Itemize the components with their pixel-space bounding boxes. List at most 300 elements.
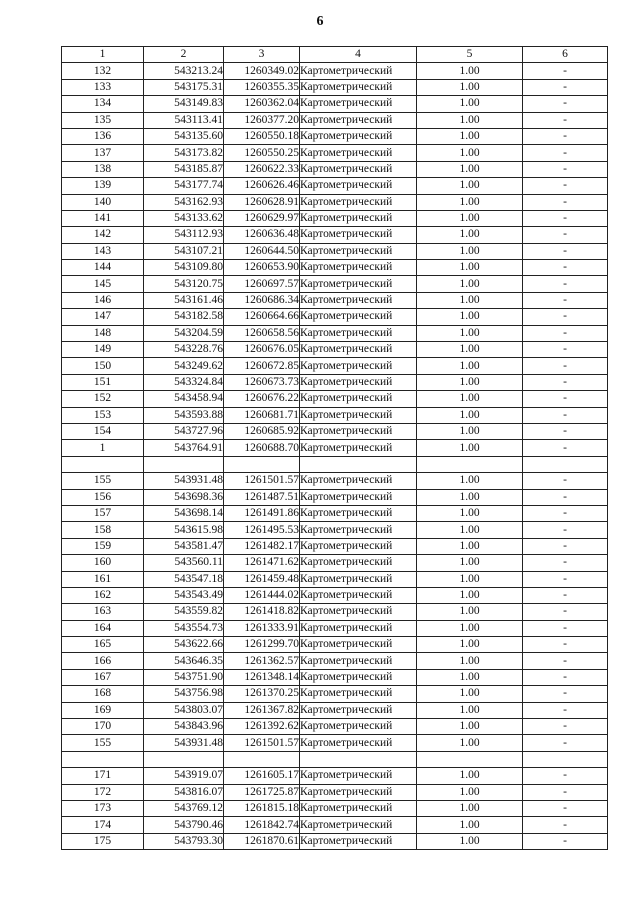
- note-cell: -: [523, 243, 608, 259]
- accuracy-cell: 1.00: [417, 309, 523, 325]
- x-coordinate-cell: 543149.83: [144, 96, 224, 112]
- table-row: [62, 473, 608, 489]
- method-cell: Картометрический: [300, 768, 417, 784]
- method-cell: Картометрический: [300, 145, 417, 161]
- method-cell: Картометрический: [300, 325, 417, 341]
- x-coordinate-cell: 543931.48: [144, 735, 224, 751]
- note-cell: -: [523, 784, 608, 800]
- note-cell: -: [523, 374, 608, 390]
- table-row: [62, 407, 608, 423]
- accuracy-cell: 1.00: [417, 325, 523, 341]
- point-number-cell: 148: [62, 325, 144, 341]
- point-number-cell: 149: [62, 342, 144, 358]
- point-number-cell: 167: [62, 669, 144, 685]
- point-number-cell: 147: [62, 309, 144, 325]
- note-cell: -: [523, 63, 608, 79]
- x-coordinate-cell: 543175.31: [144, 79, 224, 95]
- method-cell: Картометрический: [300, 686, 417, 702]
- method-cell: Картометрический: [300, 309, 417, 325]
- table-row: [62, 309, 608, 325]
- y-coordinate-cell: 1261418.82: [224, 604, 300, 620]
- table-row: [62, 63, 608, 79]
- y-coordinate-cell: 1260355.35: [224, 79, 300, 95]
- accuracy-cell: 1.00: [417, 63, 523, 79]
- method-cell: Картометрический: [300, 423, 417, 439]
- x-coordinate-cell: 543185.87: [144, 161, 224, 177]
- x-coordinate-cell: 543182.58: [144, 309, 224, 325]
- y-coordinate-cell: 1261842.74: [224, 817, 300, 833]
- point-number-cell: 158: [62, 522, 144, 538]
- method-cell: Картометрический: [300, 243, 417, 259]
- note-cell: [523, 751, 608, 767]
- x-coordinate-cell: 543769.12: [144, 800, 224, 816]
- point-number-cell: 132: [62, 63, 144, 79]
- x-coordinate-cell: 543931.48: [144, 473, 224, 489]
- table-row: [62, 817, 608, 833]
- y-coordinate-cell: 1261444.02: [224, 587, 300, 603]
- point-number-cell: 155: [62, 735, 144, 751]
- table-row: [62, 161, 608, 177]
- point-number-cell: 1: [62, 440, 144, 456]
- accuracy-cell: 1.00: [417, 587, 523, 603]
- accuracy-cell: 1.00: [417, 423, 523, 439]
- table-row: [62, 358, 608, 374]
- point-number-cell: [62, 751, 144, 767]
- method-cell: Картометрический: [300, 260, 417, 276]
- note-cell: -: [523, 555, 608, 571]
- x-coordinate-cell: 543843.96: [144, 719, 224, 735]
- method-cell: Картометрический: [300, 800, 417, 816]
- x-coordinate-cell: 543581.47: [144, 538, 224, 554]
- note-cell: -: [523, 702, 608, 718]
- table-row: [62, 145, 608, 161]
- point-number-cell: 166: [62, 653, 144, 669]
- table-body: [62, 63, 608, 850]
- table-row: [62, 342, 608, 358]
- y-coordinate-cell: 1260688.70: [224, 440, 300, 456]
- y-coordinate-cell: 1261605.17: [224, 768, 300, 784]
- accuracy-cell: 1.00: [417, 440, 523, 456]
- accuracy-cell: 1.00: [417, 538, 523, 554]
- y-coordinate-cell: 1261362.57: [224, 653, 300, 669]
- x-coordinate-cell: 543249.62: [144, 358, 224, 374]
- method-cell: [300, 456, 417, 472]
- x-coordinate-cell: 543213.24: [144, 63, 224, 79]
- note-cell: -: [523, 325, 608, 341]
- accuracy-cell: 1.00: [417, 784, 523, 800]
- y-coordinate-cell: 1260622.33: [224, 161, 300, 177]
- y-coordinate-cell: 1260673.73: [224, 374, 300, 390]
- x-coordinate-cell: 543790.46: [144, 817, 224, 833]
- point-number-cell: 173: [62, 800, 144, 816]
- method-cell: Картометрический: [300, 784, 417, 800]
- table-row: [62, 587, 608, 603]
- x-coordinate-cell: [144, 751, 224, 767]
- y-coordinate-cell: 1261392.62: [224, 719, 300, 735]
- x-coordinate-cell: 543162.93: [144, 194, 224, 210]
- x-coordinate-cell: 543816.07: [144, 784, 224, 800]
- y-coordinate-cell: 1261370.25: [224, 686, 300, 702]
- y-coordinate-cell: 1261815.18: [224, 800, 300, 816]
- y-coordinate-cell: 1261459.48: [224, 571, 300, 587]
- table-row: [62, 276, 608, 292]
- note-cell: -: [523, 210, 608, 226]
- point-number-cell: 143: [62, 243, 144, 259]
- note-cell: -: [523, 489, 608, 505]
- y-coordinate-cell: 1260685.92: [224, 423, 300, 439]
- table-row: [62, 128, 608, 144]
- y-coordinate-cell: 1261495.53: [224, 522, 300, 538]
- table-row: [62, 79, 608, 95]
- method-cell: Картометрический: [300, 538, 417, 554]
- accuracy-cell: 1.00: [417, 112, 523, 128]
- x-coordinate-cell: 543698.14: [144, 505, 224, 521]
- note-cell: -: [523, 719, 608, 735]
- note-cell: -: [523, 227, 608, 243]
- y-coordinate-cell: 1260377.20: [224, 112, 300, 128]
- point-number-cell: 134: [62, 96, 144, 112]
- note-cell: -: [523, 637, 608, 653]
- note-cell: -: [523, 178, 608, 194]
- point-number-cell: 172: [62, 784, 144, 800]
- table-row: [62, 751, 608, 767]
- point-number-cell: 141: [62, 210, 144, 226]
- note-cell: -: [523, 407, 608, 423]
- accuracy-cell: 1.00: [417, 735, 523, 751]
- point-number-cell: 174: [62, 817, 144, 833]
- x-coordinate-cell: 543756.98: [144, 686, 224, 702]
- method-cell: Картометрический: [300, 342, 417, 358]
- method-cell: Картометрический: [300, 178, 417, 194]
- point-number-cell: 157: [62, 505, 144, 521]
- y-coordinate-cell: 1260658.56: [224, 325, 300, 341]
- accuracy-cell: 1.00: [417, 833, 523, 849]
- note-cell: -: [523, 161, 608, 177]
- note-cell: -: [523, 669, 608, 685]
- column-header: 5: [417, 47, 523, 63]
- accuracy-cell: 1.00: [417, 702, 523, 718]
- x-coordinate-cell: 543547.18: [144, 571, 224, 587]
- point-number-cell: 169: [62, 702, 144, 718]
- column-header: 1: [62, 47, 144, 63]
- y-coordinate-cell: 1260362.04: [224, 96, 300, 112]
- x-coordinate-cell: 543107.21: [144, 243, 224, 259]
- page-number: 6: [316, 14, 324, 29]
- accuracy-cell: 1.00: [417, 194, 523, 210]
- method-cell: Картометрический: [300, 473, 417, 489]
- y-coordinate-cell: 1260664.66: [224, 309, 300, 325]
- point-number-cell: 168: [62, 686, 144, 702]
- accuracy-cell: 1.00: [417, 407, 523, 423]
- accuracy-cell: 1.00: [417, 243, 523, 259]
- table-row: [62, 620, 608, 636]
- point-number-cell: 165: [62, 637, 144, 653]
- table-row: [62, 538, 608, 554]
- note-cell: -: [523, 604, 608, 620]
- y-coordinate-cell: 1260676.05: [224, 342, 300, 358]
- method-cell: Картометрический: [300, 505, 417, 521]
- x-coordinate-cell: 543803.07: [144, 702, 224, 718]
- x-coordinate-cell: 543120.75: [144, 276, 224, 292]
- point-number-cell: 162: [62, 587, 144, 603]
- column-header: 6: [523, 47, 608, 63]
- accuracy-cell: 1.00: [417, 604, 523, 620]
- table-header-row: [62, 47, 608, 63]
- accuracy-cell: 1.00: [417, 800, 523, 816]
- point-number-cell: 133: [62, 79, 144, 95]
- table-row: [62, 227, 608, 243]
- method-cell: Картометрический: [300, 227, 417, 243]
- note-cell: -: [523, 800, 608, 816]
- method-cell: Картометрический: [300, 489, 417, 505]
- note-cell: -: [523, 473, 608, 489]
- x-coordinate-cell: 543173.82: [144, 145, 224, 161]
- table-row: [62, 686, 608, 702]
- note-cell: -: [523, 817, 608, 833]
- table-row: [62, 555, 608, 571]
- note-cell: -: [523, 620, 608, 636]
- accuracy-cell: 1.00: [417, 161, 523, 177]
- point-number-cell: 161: [62, 571, 144, 587]
- note-cell: -: [523, 79, 608, 95]
- method-cell: Картометрический: [300, 440, 417, 456]
- y-coordinate-cell: 1261471.62: [224, 555, 300, 571]
- method-cell: Картометрический: [300, 653, 417, 669]
- y-coordinate-cell: 1261501.57: [224, 473, 300, 489]
- note-cell: -: [523, 358, 608, 374]
- accuracy-cell: 1.00: [417, 210, 523, 226]
- accuracy-cell: 1.00: [417, 555, 523, 571]
- accuracy-cell: 1.00: [417, 292, 523, 308]
- note-cell: -: [523, 96, 608, 112]
- table-row: [62, 423, 608, 439]
- point-number-cell: 151: [62, 374, 144, 390]
- point-number-cell: 150: [62, 358, 144, 374]
- accuracy-cell: 1.00: [417, 178, 523, 194]
- x-coordinate-cell: 543109.80: [144, 260, 224, 276]
- x-coordinate-cell: 543560.11: [144, 555, 224, 571]
- accuracy-cell: 1.00: [417, 358, 523, 374]
- x-coordinate-cell: 543135.60: [144, 128, 224, 144]
- method-cell: Картометрический: [300, 96, 417, 112]
- method-cell: Картометрический: [300, 358, 417, 374]
- point-number-cell: 142: [62, 227, 144, 243]
- accuracy-cell: 1.00: [417, 489, 523, 505]
- accuracy-cell: 1.00: [417, 571, 523, 587]
- accuracy-cell: 1.00: [417, 260, 523, 276]
- note-cell: -: [523, 292, 608, 308]
- y-coordinate-cell: 1260636.48: [224, 227, 300, 243]
- accuracy-cell: 1.00: [417, 686, 523, 702]
- method-cell: Картометрический: [300, 817, 417, 833]
- y-coordinate-cell: 1261487.51: [224, 489, 300, 505]
- y-coordinate-cell: 1260628.91: [224, 194, 300, 210]
- x-coordinate-cell: 543559.82: [144, 604, 224, 620]
- method-cell: Картометрический: [300, 374, 417, 390]
- x-coordinate-cell: 543458.94: [144, 391, 224, 407]
- point-number-cell: 145: [62, 276, 144, 292]
- table-row: [62, 702, 608, 718]
- table-row: [62, 637, 608, 653]
- note-cell: -: [523, 522, 608, 538]
- y-coordinate-cell: 1260676.22: [224, 391, 300, 407]
- method-cell: Картометрический: [300, 522, 417, 538]
- accuracy-cell: 1.00: [417, 768, 523, 784]
- accuracy-cell: 1.00: [417, 96, 523, 112]
- table-row: [62, 292, 608, 308]
- note-cell: -: [523, 145, 608, 161]
- accuracy-cell: 1.00: [417, 227, 523, 243]
- accuracy-cell: 1.00: [417, 276, 523, 292]
- y-coordinate-cell: 1261299.70: [224, 637, 300, 653]
- coordinates-table: [61, 46, 608, 850]
- y-coordinate-cell: 1261367.82: [224, 702, 300, 718]
- method-cell: Картометрический: [300, 604, 417, 620]
- table-row: [62, 669, 608, 685]
- y-coordinate-cell: 1261348.14: [224, 669, 300, 685]
- x-coordinate-cell: 543793.30: [144, 833, 224, 849]
- method-cell: Картометрический: [300, 292, 417, 308]
- note-cell: -: [523, 735, 608, 751]
- method-cell: Картометрический: [300, 555, 417, 571]
- method-cell: Картометрический: [300, 833, 417, 849]
- note-cell: -: [523, 128, 608, 144]
- table-row: [62, 719, 608, 735]
- y-coordinate-cell: 1261482.17: [224, 538, 300, 554]
- method-cell: [300, 751, 417, 767]
- x-coordinate-cell: 543698.36: [144, 489, 224, 505]
- method-cell: Картометрический: [300, 702, 417, 718]
- method-cell: Картометрический: [300, 719, 417, 735]
- method-cell: Картометрический: [300, 735, 417, 751]
- point-number-cell: 171: [62, 768, 144, 784]
- x-coordinate-cell: 543919.07: [144, 768, 224, 784]
- y-coordinate-cell: 1260653.90: [224, 260, 300, 276]
- table-row: [62, 784, 608, 800]
- note-cell: -: [523, 587, 608, 603]
- method-cell: Картометрический: [300, 194, 417, 210]
- y-coordinate-cell: 1260644.50: [224, 243, 300, 259]
- table-row: [62, 571, 608, 587]
- point-number-cell: 159: [62, 538, 144, 554]
- y-coordinate-cell: 1261870.61: [224, 833, 300, 849]
- note-cell: -: [523, 653, 608, 669]
- point-number-cell: 139: [62, 178, 144, 194]
- accuracy-cell: 1.00: [417, 522, 523, 538]
- point-number-cell: 153: [62, 407, 144, 423]
- accuracy-cell: 1.00: [417, 342, 523, 358]
- table-row: [62, 243, 608, 259]
- x-coordinate-cell: 543133.62: [144, 210, 224, 226]
- x-coordinate-cell: 543204.59: [144, 325, 224, 341]
- point-number-cell: 138: [62, 161, 144, 177]
- y-coordinate-cell: [224, 751, 300, 767]
- column-header: 3: [224, 47, 300, 63]
- y-coordinate-cell: 1260550.25: [224, 145, 300, 161]
- y-coordinate-cell: 1261725.87: [224, 784, 300, 800]
- point-number-cell: 136: [62, 128, 144, 144]
- x-coordinate-cell: 543554.73: [144, 620, 224, 636]
- table-row: [62, 800, 608, 816]
- accuracy-cell: 1.00: [417, 719, 523, 735]
- point-number-cell: 146: [62, 292, 144, 308]
- note-cell: -: [523, 440, 608, 456]
- method-cell: Картометрический: [300, 79, 417, 95]
- method-cell: Картометрический: [300, 210, 417, 226]
- table-row: [62, 178, 608, 194]
- table-row: [62, 833, 608, 849]
- x-coordinate-cell: 543177.74: [144, 178, 224, 194]
- y-coordinate-cell: 1260349.02: [224, 63, 300, 79]
- note-cell: -: [523, 505, 608, 521]
- accuracy-cell: [417, 456, 523, 472]
- method-cell: Картометрический: [300, 620, 417, 636]
- note-cell: -: [523, 194, 608, 210]
- point-number-cell: 154: [62, 423, 144, 439]
- note-cell: -: [523, 833, 608, 849]
- method-cell: Картометрический: [300, 587, 417, 603]
- x-coordinate-cell: 543764.91: [144, 440, 224, 456]
- table-row: [62, 374, 608, 390]
- table-row: [62, 440, 608, 456]
- table-row: [62, 489, 608, 505]
- note-cell: -: [523, 112, 608, 128]
- y-coordinate-cell: 1260550.18: [224, 128, 300, 144]
- x-coordinate-cell: 543112.93: [144, 227, 224, 243]
- note-cell: -: [523, 571, 608, 587]
- table-row: [62, 194, 608, 210]
- table-row: [62, 653, 608, 669]
- accuracy-cell: 1.00: [417, 391, 523, 407]
- point-number-cell: 155: [62, 473, 144, 489]
- method-cell: Картометрический: [300, 112, 417, 128]
- x-coordinate-cell: 543646.35: [144, 653, 224, 669]
- y-coordinate-cell: 1261333.91: [224, 620, 300, 636]
- table-row: [62, 325, 608, 341]
- x-coordinate-cell: [144, 456, 224, 472]
- accuracy-cell: 1.00: [417, 128, 523, 144]
- y-coordinate-cell: 1260629.97: [224, 210, 300, 226]
- table-row: [62, 96, 608, 112]
- table-row: [62, 456, 608, 472]
- y-coordinate-cell: 1261501.57: [224, 735, 300, 751]
- x-coordinate-cell: 543615.98: [144, 522, 224, 538]
- note-cell: -: [523, 538, 608, 554]
- y-coordinate-cell: 1261491.86: [224, 505, 300, 521]
- x-coordinate-cell: 543727.96: [144, 423, 224, 439]
- table-row: [62, 260, 608, 276]
- accuracy-cell: 1.00: [417, 653, 523, 669]
- x-coordinate-cell: 543543.49: [144, 587, 224, 603]
- point-number-cell: 137: [62, 145, 144, 161]
- note-cell: -: [523, 686, 608, 702]
- point-number-cell: 160: [62, 555, 144, 571]
- y-coordinate-cell: 1260697.57: [224, 276, 300, 292]
- y-coordinate-cell: 1260672.85: [224, 358, 300, 374]
- accuracy-cell: 1.00: [417, 374, 523, 390]
- x-coordinate-cell: 543228.76: [144, 342, 224, 358]
- y-coordinate-cell: 1260686.34: [224, 292, 300, 308]
- x-coordinate-cell: 543113.41: [144, 112, 224, 128]
- y-coordinate-cell: [224, 456, 300, 472]
- note-cell: -: [523, 276, 608, 292]
- note-cell: [523, 456, 608, 472]
- note-cell: -: [523, 423, 608, 439]
- accuracy-cell: 1.00: [417, 637, 523, 653]
- method-cell: Картометрический: [300, 276, 417, 292]
- x-coordinate-cell: 543751.90: [144, 669, 224, 685]
- table-row: [62, 391, 608, 407]
